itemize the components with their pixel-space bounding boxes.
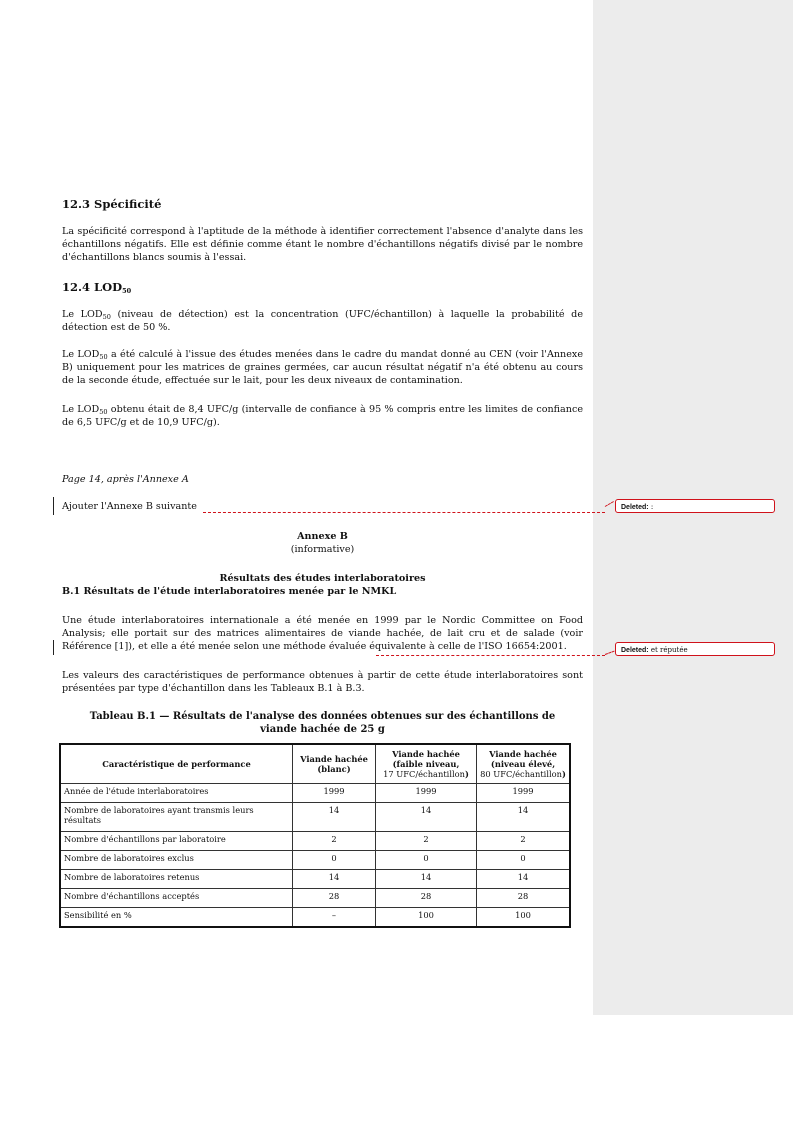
- section-12-3-title: 12.3 Spécificité: [62, 197, 162, 211]
- b1-paragraph-2: [62, 669, 583, 695]
- results-table: [59, 743, 571, 928]
- header-characteristic: Caractéristique de performance: [60, 744, 293, 784]
- p2-a: Le LOD: [62, 349, 100, 360]
- change-bar-1: [53, 497, 54, 515]
- header-low-unit: 17 UFC/échantillon: [383, 769, 465, 779]
- section-12-3: [62, 197, 583, 211]
- table-row: [60, 851, 570, 870]
- section-12-4-title-text: 12.4 LOD: [62, 280, 123, 294]
- amendment-location-text: Page 14, après l'Annexe A: [62, 474, 189, 485]
- table-row: [60, 908, 570, 928]
- lod-paragraph-3-text: [62, 403, 583, 429]
- b1-title: B.1 Résultats de l'étude interlaboratoires menée par le NMKL: [62, 586, 397, 597]
- header-low-close: ): [464, 769, 469, 779]
- section-12-4-title: [62, 280, 583, 294]
- cell-high: 14: [477, 870, 571, 889]
- header-blank: [293, 744, 376, 784]
- b1-paragraph-1: [62, 614, 583, 653]
- table-row: [60, 832, 570, 851]
- deleted-comment-1[interactable]: [615, 499, 775, 513]
- b1-paragraph-1-text: Une étude interlaboratoires internationale a été menée en 1999 par le Nordic Committee on Food Analysis; elle portait sur des matrices alimentaires de viande hachée, de lait cru et de salade (voir Référence [1]), et elle a été menée selon une méthode évaluée équivalente à celle de l'ISO 16654:2001.: [62, 615, 583, 652]
- lod-paragraph-2-text: [62, 348, 583, 387]
- row-label: Nombre de laboratoires ayant transmis leurs résultats: [60, 803, 293, 832]
- annex-heading: Résultats des études interlaboratoires: [219, 573, 426, 584]
- table-header-row: [60, 744, 570, 784]
- annex-heading-block: [62, 572, 583, 598]
- header-low-line3: [378, 769, 474, 779]
- header-high-unit: 80 UFC/échantillon: [480, 769, 562, 779]
- p2-sub: 50: [99, 353, 108, 361]
- section-12-3-paragraph: La spécificité correspond à l'aptitude de la méthode à identifier correctement l'absence d'analyte dans les échantillons négatifs. Elle est définie comme étant le nombre d'échantillons négatifs divisé par le nombre d'échantillons blancs soumis à l'essai.: [62, 226, 583, 263]
- cell-low: 14: [376, 803, 477, 832]
- cell-low: 2: [376, 832, 477, 851]
- row-label: Nombre d'échantillons acceptés: [60, 889, 293, 908]
- p1-b: (niveau de détection) est la concentration (UFC/échantillon) à laquelle la probabilité de détection est de 50 %.: [62, 309, 584, 333]
- lod-paragraph-3: [62, 403, 583, 429]
- header-high-line3: [479, 769, 567, 779]
- table-caption-text: Tableau B.1 — Résultats de l'analyse des données obtenues sur des échantillons de viande hachée de 25 g: [89, 711, 556, 735]
- p2-b: a été calculé à l'issue des études menées dans le cadre du mandat donné au CEN (voir l'Annexe B) uniquement pour les matrices de graines germées, car aucun résultat négatif n'a été obtenu au cours de la seconde étude, effectuée sur le lait, pour les deux niveaux de contamination.: [62, 349, 583, 386]
- cell-high: 100: [477, 908, 571, 928]
- amendment-instruction-text: Ajouter l'Annexe B suivante: [62, 501, 197, 512]
- cell-blank: 1999: [293, 784, 376, 803]
- header-blank-line2: (blanc): [317, 764, 351, 774]
- cell-blank: 14: [293, 803, 376, 832]
- lod-paragraph-1-text: [62, 308, 583, 334]
- deleted-comment-1-label: Deleted:: [621, 504, 649, 511]
- table-row: [60, 870, 570, 889]
- table-row: [60, 784, 570, 803]
- revision-leader-1: [203, 512, 605, 513]
- deleted-comment-2[interactable]: [615, 642, 775, 656]
- header-high-close: ): [561, 769, 566, 779]
- deleted-comment-1-text: :: [648, 503, 654, 511]
- lod-paragraph-1: [62, 308, 583, 334]
- cell-blank: 28: [293, 889, 376, 908]
- header-high: [477, 744, 571, 784]
- cell-blank: 2: [293, 832, 376, 851]
- revision-leader-2: [376, 655, 605, 656]
- section-12-4-title-subscript: 50: [122, 287, 132, 295]
- annex-subtitle: (informative): [290, 544, 355, 555]
- cell-high: 0: [477, 851, 571, 870]
- cell-high: 14: [477, 803, 571, 832]
- amendment-location: [62, 473, 583, 486]
- cell-low: 14: [376, 870, 477, 889]
- deleted-comment-2-text: et réputée: [648, 646, 688, 654]
- header-blank-line1: Viande hachée: [300, 754, 368, 764]
- cell-blank: 0: [293, 851, 376, 870]
- header-high-line2: (niveau élevé,: [490, 759, 556, 769]
- lod-paragraph-2: [62, 348, 583, 387]
- annex-title-block: [62, 530, 583, 556]
- deleted-comment-2-label: Deleted:: [621, 647, 649, 654]
- section-12-3-body: [62, 225, 583, 264]
- p3-sub: 50: [99, 408, 108, 416]
- table-row: [60, 803, 570, 832]
- cell-low: 0: [376, 851, 477, 870]
- b1-paragraph-2-text: Les valeurs des caractéristiques de performance obtenues à partir de cette étude interlaboratoires sont présentées par type d'échantillon dans les Tableaux B.1 à B.3.: [62, 670, 583, 694]
- row-label: Nombre d'échantillons par laboratoire: [60, 832, 293, 851]
- header-low: [376, 744, 477, 784]
- header-low-line1: Viande hachée: [392, 749, 460, 759]
- header-low-line2: (faible niveau,: [392, 759, 460, 769]
- table-row: [60, 889, 570, 908]
- row-label: Nombre de laboratoires exclus: [60, 851, 293, 870]
- row-label: Année de l'étude interlaboratoires: [60, 784, 293, 803]
- cell-high: 2: [477, 832, 571, 851]
- table-caption: [72, 710, 573, 736]
- cell-blank: 14: [293, 870, 376, 889]
- p3-a: Le LOD: [62, 404, 100, 415]
- change-bar-2: [53, 640, 54, 655]
- row-label: Sensibilité en %: [60, 908, 293, 928]
- header-high-line1: Viande hachée: [489, 749, 557, 759]
- p1-a: Le LOD: [62, 309, 103, 320]
- cell-low: 1999: [376, 784, 477, 803]
- cell-blank: –: [293, 908, 376, 928]
- cell-low: 28: [376, 889, 477, 908]
- annex-title: Annexe B: [297, 531, 348, 542]
- row-label: Nombre de laboratoires retenus: [60, 870, 293, 889]
- cell-low: 100: [376, 908, 477, 928]
- section-12-4: [62, 280, 583, 294]
- p3-b: obtenu était de 8,4 UFC/g (intervalle de confiance à 95 % compris entre les limites de confiance de 6,5 UFC/g et de 10,9 UFC/g).: [62, 404, 583, 428]
- p1-sub: 50: [102, 313, 111, 321]
- cell-high: 28: [477, 889, 571, 908]
- cell-high: 1999: [477, 784, 571, 803]
